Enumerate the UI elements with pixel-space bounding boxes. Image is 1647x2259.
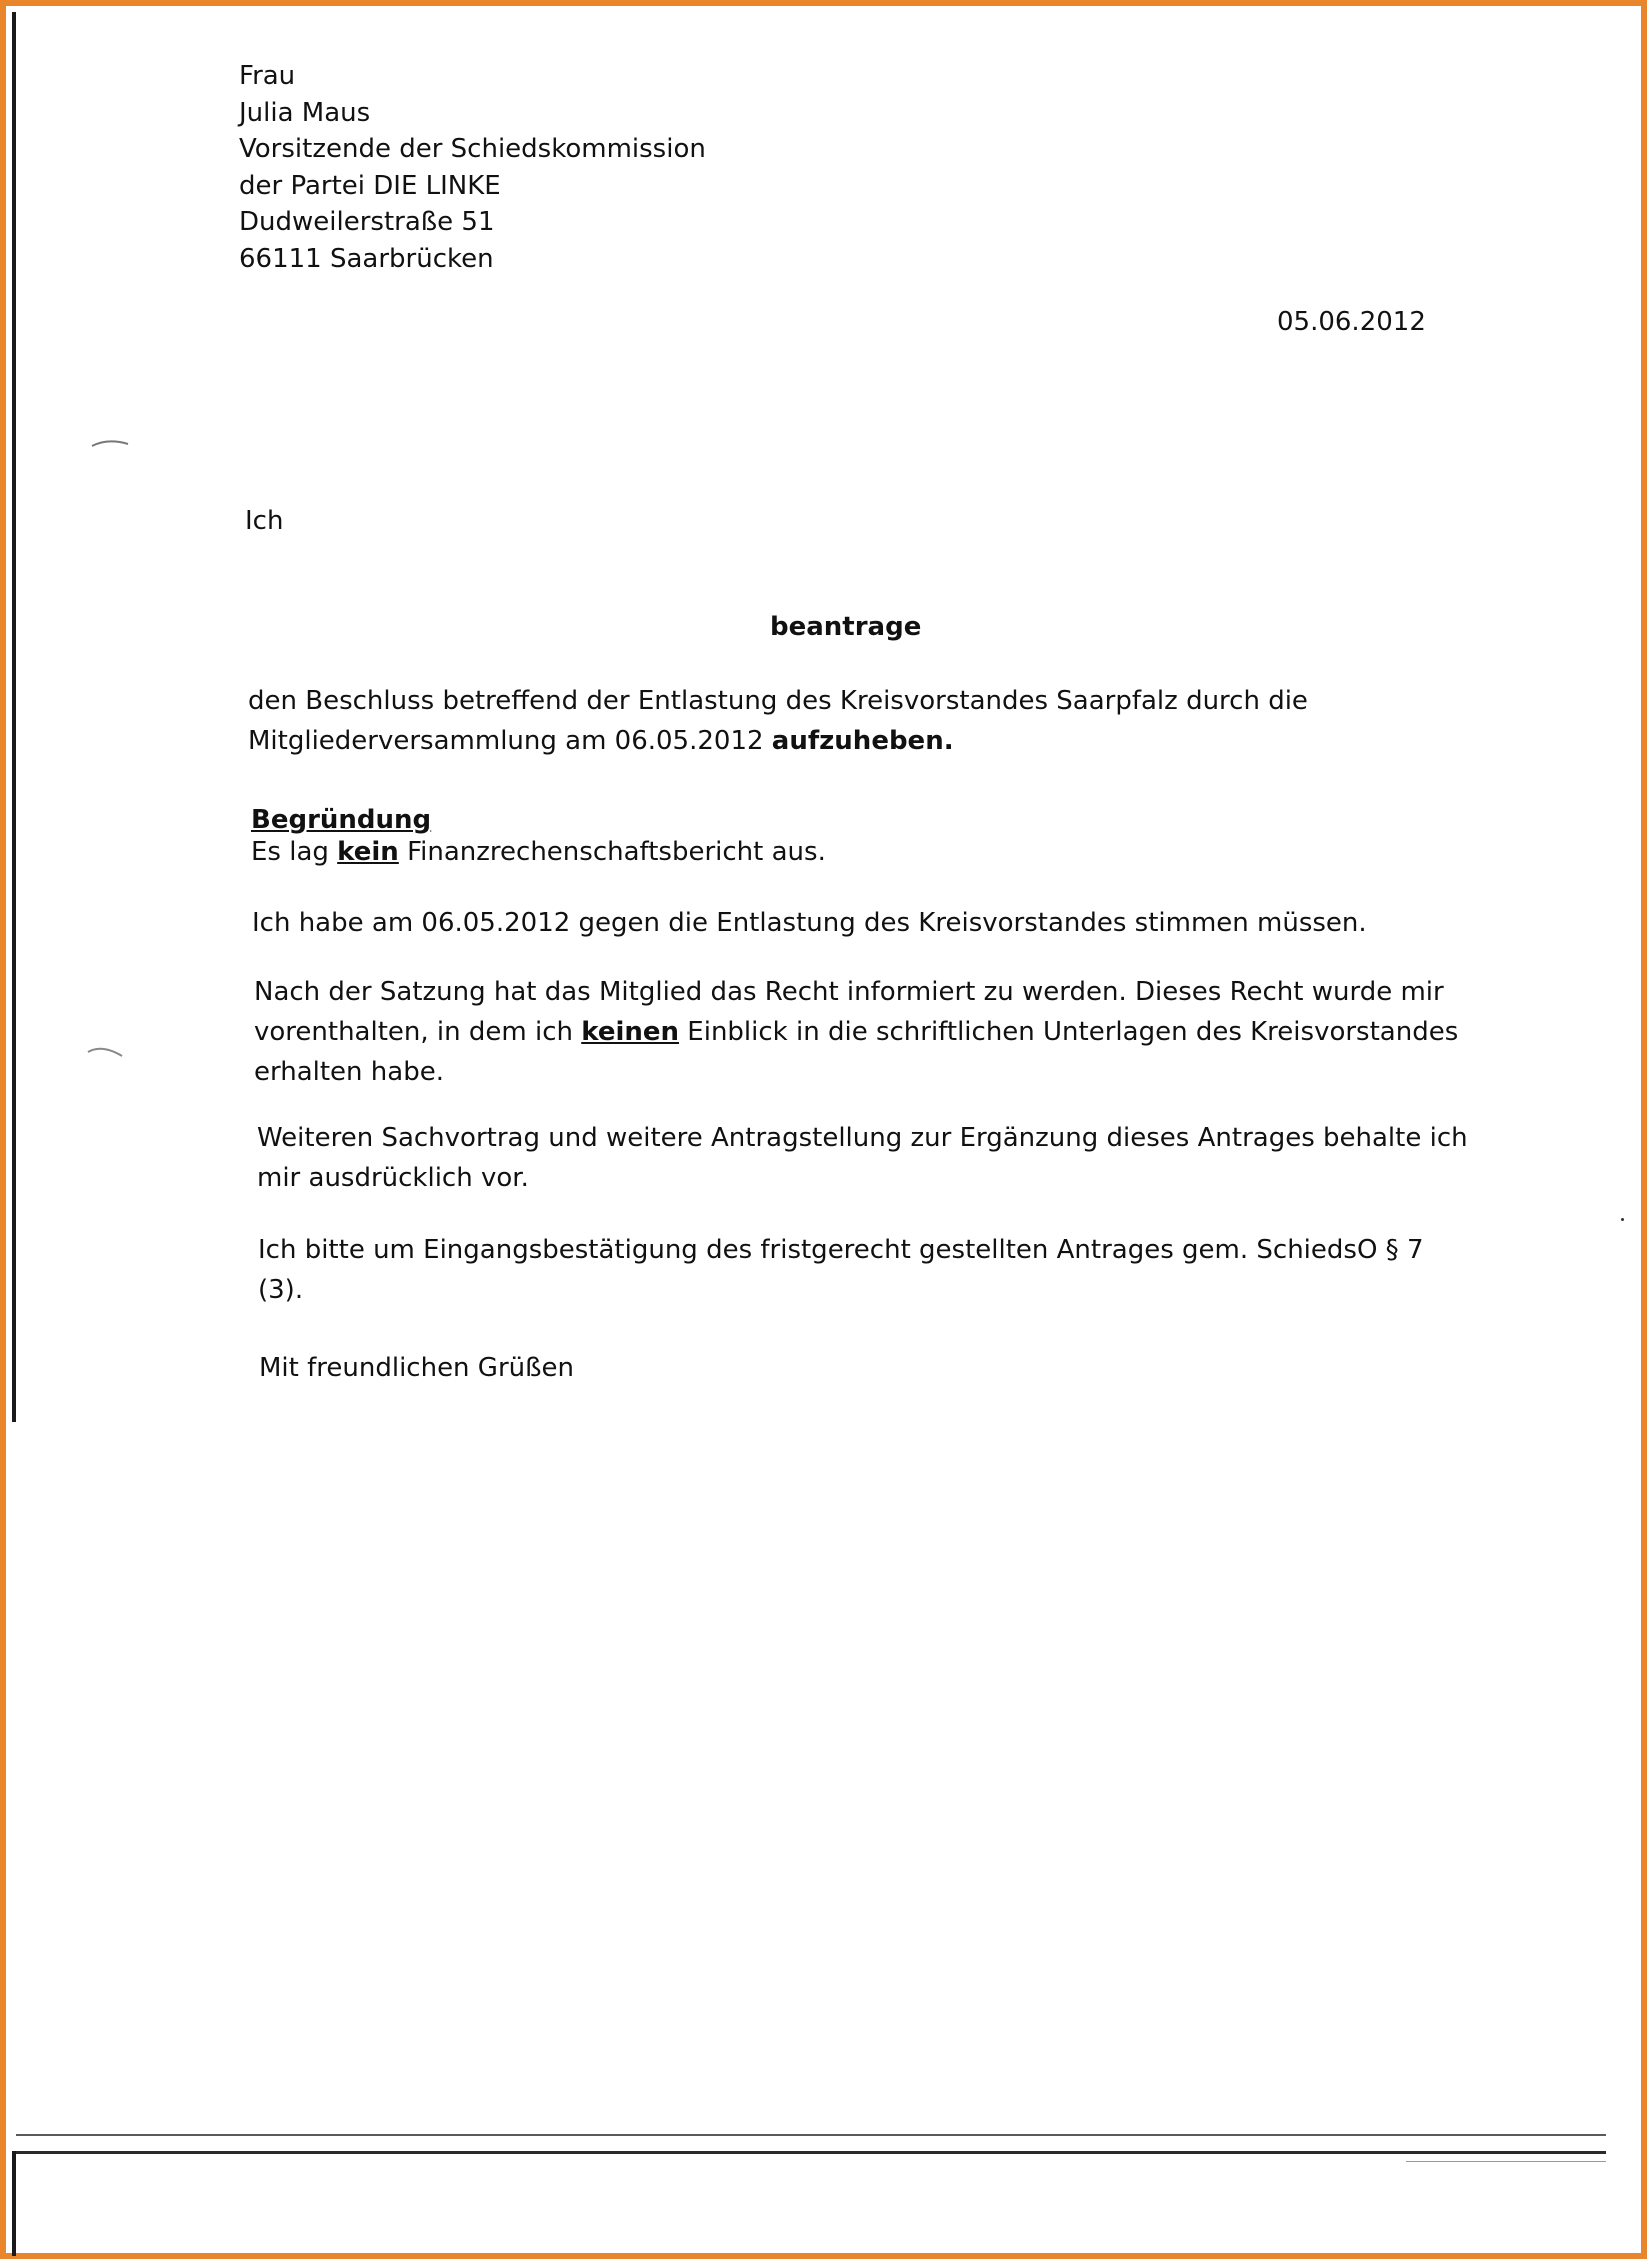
scan-artifact-line [16,2151,1606,2154]
confirmation-line: (3). [258,1275,304,1305]
statute-line [254,1012,1458,1052]
punch-hole-mark [90,438,130,448]
request-text: Mitgliederversammlung am 06.05.2012 [248,726,772,756]
statute-line: Nach der Satzung hat das Mitglied das Recht informiert zu werden. Dieses Recht wurde mir [254,977,1444,1007]
letter-date: 05.06.2012 [1277,307,1426,337]
punch-hole-mark [86,1044,126,1054]
scan-speck [1621,1218,1624,1221]
scan-edge-left-bottom [12,2151,16,2256]
recipient-city: 66111 Saarbrücken [239,243,494,274]
confirmation-line: Ich bitte um Eingangsbestätigung des fristgerecht gestellten Antrages gem. SchiedsO § 7 [258,1235,1424,1265]
request-punctuation: . [943,726,954,756]
scan-artifact-line [16,2134,1606,2136]
request-paragraph [248,681,1308,761]
reason-text: Es lag [251,837,338,867]
recipient-role: Vorsitzende der Schiedskommission [239,134,706,164]
closing-line: Mit freundlichen Grüßen [259,1353,574,1383]
reason-emphasis: kein [337,837,399,867]
reservation-line: mir ausdrücklich vor. [257,1163,529,1193]
reason-text: Finanzrechenschaftsbericht aus. [398,837,826,867]
reason-line [251,832,826,872]
statute-line: erhalten habe. [254,1057,444,1087]
reservation-paragraph [257,1118,1468,1198]
reason-heading: Begründung [251,805,432,835]
statute-text: vorenthalten, in dem ich [254,1017,582,1047]
recipient-name: Julia Maus [239,97,371,128]
statute-text: Einblick in die schriftlichen Unterlagen des Kreisvorstandes [679,1017,1459,1047]
request-emphasis: aufzuheben [771,726,944,756]
recipient-salutation: Frau [239,61,296,91]
scan-edge-left [12,12,16,1422]
recipient-address [239,58,706,277]
recipient-street: Dudweilerstraße 51 [239,207,495,237]
statute-paragraph [254,972,1458,1092]
reservation-line: Weiteren Sachvortrag und weitere Antragstellung zur Ergänzung dieses Antrages behalte ich [257,1123,1468,1153]
scan-artifact-line [1406,2161,1606,2162]
confirmation-paragraph [258,1230,1423,1310]
request-line: den Beschluss betreffend der Entlastung des Kreisvorstandes Saarpfalz durch die [248,686,1308,716]
request-heading: beantrage [770,612,922,642]
statute-emphasis: keinen [581,1017,680,1047]
request-line [248,721,1308,761]
recipient-organization: der Partei DIE LINKE [239,170,501,201]
vote-paragraph: Ich habe am 06.05.2012 gegen die Entlastung des Kreisvorstandes stimmen müssen. [252,908,1367,938]
opening-word: Ich [245,506,284,536]
